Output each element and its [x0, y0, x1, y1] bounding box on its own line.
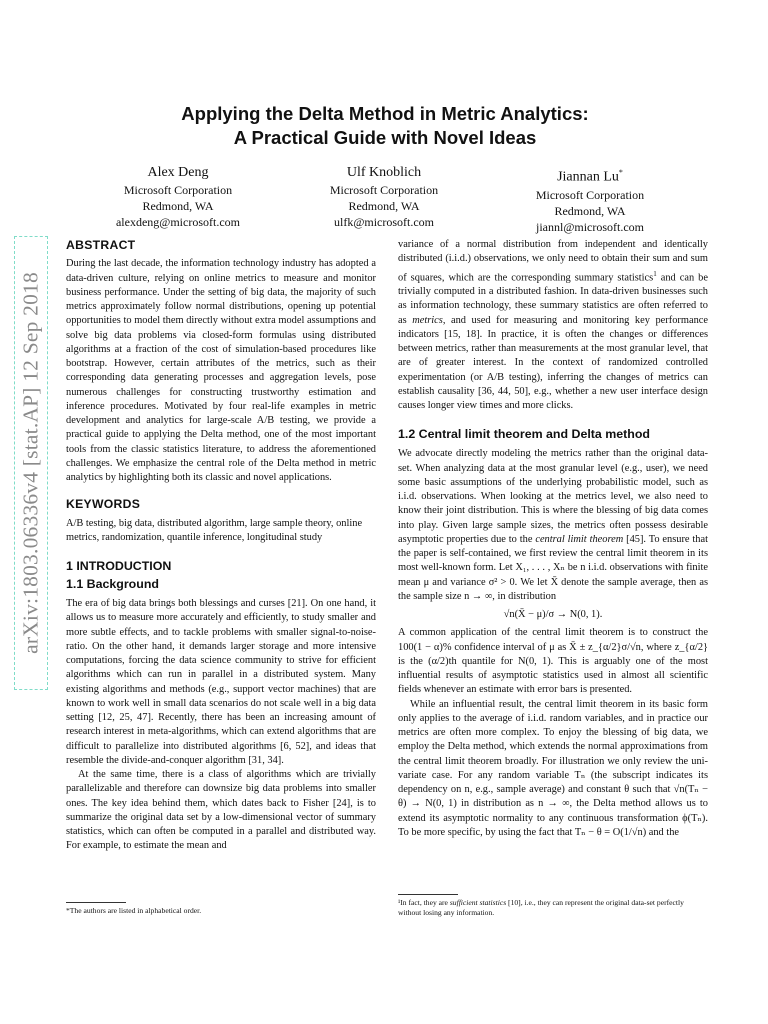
author-location: Redmond, WA — [348, 199, 420, 213]
equation-clt: √n(X̄ − μ)/σ → N(0, 1). — [503, 609, 603, 621]
author-location: Redmond, WA — [554, 203, 626, 218]
paragraph: variance of a normal distribution from independent and identically distributed (i.i.d.) observations, we only need to obtain their sum and sum of squares, which are the corresponding summary statistics$^1$ and can be trivially computed in a distributed fashion. In data-driven businesses such as information technology, these summary statistics are often referred to as metrics, and used for measuring and monitoring key performance indicators [15, 18]. In practice, it is often the changes or differences between metrics, rather than measurements at the most granular level, that are of greater interest. In the context of randomized controlled experimentation (or A/B testing), inferring the changes of metrics can establish causality [36, 44, 50], e.g., whether a new user interface design causes longer view times and more clicks. — [398, 239, 708, 412]
footnote-rule — [66, 902, 126, 903]
footnote-right — [398, 894, 708, 918]
left-column — [66, 238, 376, 854]
author-email: ulfk@microsoft.com — [333, 215, 435, 229]
author-email: jiannl@microsoft.com — [535, 219, 645, 234]
paper-title — [80, 102, 690, 150]
author-email: alexdeng@microsoft.com — [115, 215, 240, 229]
paragraph: The era of big data brings both blessings and curses [21]. On one hand, it allows us to measure more accurately and efficiently, to study smaller and more subtle effects, and to tackle problems with smaller signal-to-noise-ratio. On the other hand, it demands larger storage and more intensive computations, forcing the data science community to strive for efficient algorithms which can run in parallel in a distributed system. Many existing algorithms and methods (e.g., support vector machines) that are known to work well in small data scenarios do not scale well in a big data setting [12, 25, 47]. Recently, there has been an increasing amount of research interest in meta-algorithms, which can extend algorithms that are difficult to parallelize into distributed algorithms [6, 52], and ideas that resemble the divide-and-conquer algorithm [31, 34]. — [66, 598, 376, 766]
author-2 — [284, 164, 484, 230]
author-affiliation: Microsoft Corporation — [329, 183, 439, 197]
section-heading-introduction: 1 INTRODUCTION — [66, 559, 172, 573]
author-affiliation: Microsoft Corporation — [123, 183, 233, 197]
arxiv-stamp — [14, 236, 48, 690]
footnote-left — [66, 902, 376, 916]
paragraph: While an influential result, the central limit theorem in its basic form only applies to the average of i.i.d. random variables, and in practice our metrics are often more complex. To enjoy the blessing of big data, we employ the Delta method, which extends the normal approximations from the central limit theorem broadly. For illustration we only review the uni-variate case. For any random variable Tₙ (the subscript indicates its dependency on n, e.g., sample average) and constant θ such that √n(Tₙ − θ) → N(0, 1) in distribution as n → ∞, the Delta method allows us to extend its asymptotic normality to any continuous transformation ϕ(Tₙ). To be more specific, by using the fact that Tₙ − θ = O(1/√n) and the — [398, 698, 708, 838]
author-1 — [78, 164, 278, 230]
author-location: Redmond, WA — [142, 199, 214, 213]
footnote-mark: 1 — [653, 269, 657, 278]
abstract-text: During the last decade, the information technology industry has adopted a data-driven culture, relying on online metrics to measure and monitor business performance. Under the setting of big data, the majority of such metrics approximately follow normal distributions, opening up potential opportunities to model them directly without extra model assumptions and solve big data problems via closed-form formulas using distributed algorithms at a fraction of the cost of simulation-based procedures like bootstrap. However, certain attributes of the metrics, such as their corresponding data generating processes and aggregation levels, pose numerous challenges for constructing trustworthy estimation and inference procedures. Motivated by four real-life examples in metric development and analytics for large-scale A/B testing, we provide a practical guide to applying the Delta method, one of the most important tools from the classic statistics literature, to address the aforementioned challenges. We emphasize the central role of the Delta method in metric analytics by highlighting both its classic and novel applications. — [66, 258, 376, 483]
paragraph: At the same time, there is a class of algorithms which are trivially parallelizable and therefore can downsize big data problems into smaller ones. The key idea behind them, which dates back to Fisher [24], is to summarize the original data set by a low-dimensional vector of summary statistics, which can often be computed in a parallel and distributed way. For example, to estimate the mean and — [66, 769, 376, 852]
footnote-text: *The authors are listed in alphabetical order. — [66, 906, 202, 915]
arxiv-identifier: arXiv:1803.06336v4 [stat.AP] 12 Sep 2018 — [18, 272, 43, 654]
author-name: Alex Deng — [147, 165, 209, 180]
subsection-heading-background: 1.1 Background — [66, 577, 159, 591]
author-3 — [490, 164, 690, 235]
title-line-1: Applying the Delta Method in Metric Analytics: — [181, 103, 589, 124]
author-name: Jiannan Lu* — [557, 168, 623, 185]
right-column — [398, 238, 708, 840]
footnote-text: ¹In fact, they are sufficient statistics [10], i.e., they can represent the original data-set perfectly without losing any information. — [398, 898, 684, 917]
keywords-text: A/B testing, big data, distributed algorithm, large sample theory, online metrics, randomization, quantile inference, longitudinal study — [66, 517, 363, 543]
author-footnote-mark: * — [618, 168, 623, 177]
author-name: Ulf Knoblich — [346, 165, 422, 180]
title-line-2: A Practical Guide with Novel Ideas — [233, 127, 537, 148]
author-affiliation: Microsoft Corporation — [535, 187, 645, 202]
paragraph: A common application of the central limit theorem is to construct the 100(1 − α)% confidence interval of μ as X̄ ± z_{α/2}σ/√n, where z_{α/2} is the (α/2)th quantile for N(0, 1). This is arguably one of the most influential results of asymptotic statistics used in almost all scientific fields whenever an estimate with error bars is presented. — [398, 627, 708, 696]
subsection-heading-clt: 1.2 Central limit theorem and Delta method — [398, 427, 650, 442]
keywords-heading: KEYWORDS — [66, 497, 141, 512]
paragraph: We advocate directly modeling the metrics rather than the original data-set. When analyzing data at the most granular level (e.g., user), we need some basic assumptions of the underlying probabilistic model, such as i.i.d. observations. When looking at the metrics level, we also need to know their joint distribution. This is where the blessing of big data comes into play. Given large sample sizes, the metrics often possess desirable asymptotic properties due to the central limit theorem [45]. To ensure that the paper is self-contained, we first review the central limit theorem in its most well-known form. Let X₁, . . . , Xₙ be n i.i.d. observations with finite mean μ and variance σ² > 0. We let X̄ denote the sample average, then as the sample size n → ∞, in distribution — [398, 448, 708, 602]
abstract-heading: ABSTRACT — [66, 238, 136, 252]
footnote-rule — [398, 894, 458, 895]
